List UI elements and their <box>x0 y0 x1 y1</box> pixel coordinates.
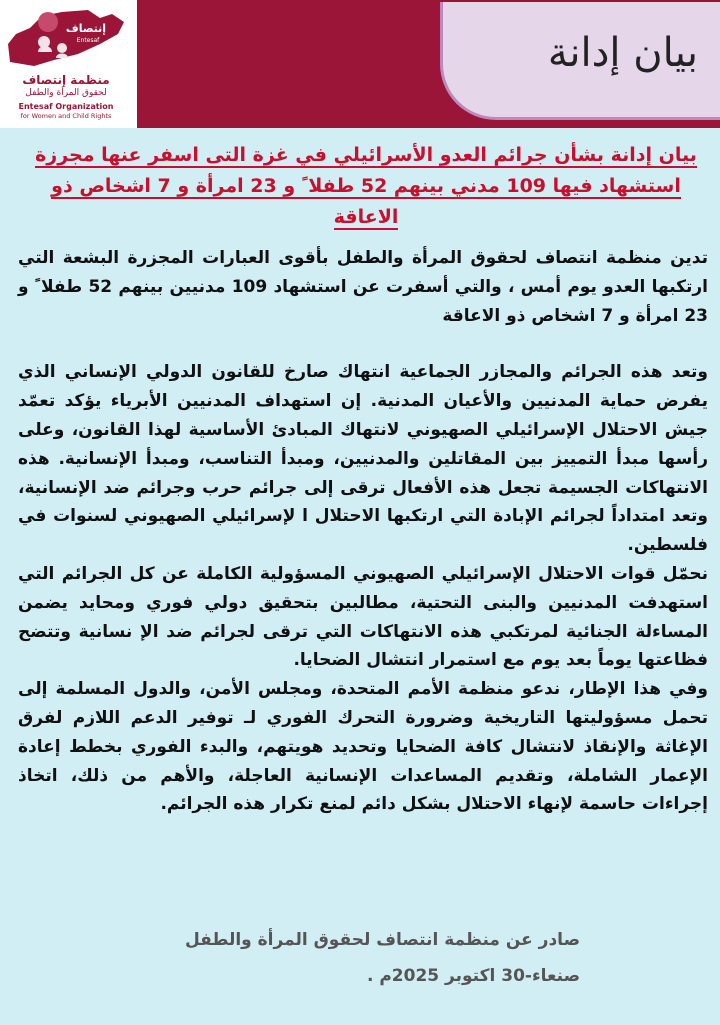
logo-name-en: Entesaf Organization <box>18 102 114 111</box>
headline-text: بيان إدانة بشأن جرائم العدو الأسرائيلي في غزة التى اسفر عنها مجرزة استشهاد فيها 109 مدني بينهم 52 طفلا ً و 23 امرأة و 7 اشخاص ذو الاعاقة <box>35 144 697 228</box>
page-title: بيان إدانة <box>547 30 698 76</box>
headline <box>30 140 702 233</box>
paragraph: وتعد هذه الجرائم والمجازر الجماعية انتهاك صارخ للقانون الدولي الإنساني الذي يفرض حماية المدنيين والأعيان المدنية. إن استهداف المدنيين الأبرياء يؤكد تعمّد جيش الاحتلال الإسرائيلي الصهيوني لانتهاك المبادئ الأساسية لهذا القانون، وعلى رأسها مبدأ التمييز بين المقاتلين والمدنيين، ومبدأ التناسب، ومبدأ الإنسانية. هذه الانتهاكات الجسيمة تجعل هذه الأفعال ترقى إلى جرائم حرب وجرائم ضد الإنسانية، وتعد امتداداً لجرائم الإبادة التي ارتكبها الاحتلال ا لإسرائيلي الصهيوني لسنوات في فلسطين. <box>18 362 708 556</box>
organization-logo <box>4 4 134 124</box>
paragraph: وفي هذا الإطار، ندعو منظمة الأمم المتحدة، ومجلس الأمن، والدول المسلمة إلى تحمل مسؤوليتها التاريخية وضرورة التحرك الفوري لـ توفير الدعم اللازم لفرق الإغاثة والإنقاذ لانتشال كافة الضحايا وتحديد هويتهم، والبدء الفوري بخطط إعادة الإعمار الشاملة، وتقديم المساعدات الإنسانية العاجلة، والأهم من ذلك، اتخاذ إجراءات حاسمة لإنهاء الاحتلال بشكل دائم لمنع تكرار هذه الجرائم. <box>18 679 708 815</box>
map-emblem-icon <box>4 4 134 76</box>
logo-badge-en: Entesaf <box>76 37 100 44</box>
logo-subtitle-ar: لحقوق المرأة والطفل <box>25 88 107 98</box>
logo-subtitle-en: for Women and Child Rights <box>20 112 112 120</box>
issuer-line: صادر عن منظمة انتصاف لحقوق المرأة والطفل <box>184 930 580 950</box>
date-line: صنعاء-30 اكتوبر 2025م . <box>366 966 580 986</box>
header <box>0 0 720 128</box>
footer <box>150 922 580 994</box>
statement-body <box>18 244 708 819</box>
logo-name-ar: منظمة إنتصاف <box>22 73 110 87</box>
title-tab <box>440 2 720 120</box>
paragraph: نحمّل قوات الاحتلال الإسرائيلي الصهيوني المسؤولية الكاملة عن كل الجرائم التي استهدفت المدنيين والبنى التحتية، مطالبين بتحقيق دولي فوري ومحايد يضمن المساءلة الجنائية لمرتكبي هذه الانتهاكات التي ترقى لجرائم ضد الإ نسانية وتتضح فظاعتها يوماً بعد يوم مع استمرار انتشال الضحايا. <box>18 563 708 671</box>
logo-badge: إنتصاف <box>65 22 107 35</box>
paragraph: تدين منظمة انتصاف لحقوق المرأة والطفل بأقوى العبارات المجزرة البشعة التي ارتكبها العدو يوم أمس ، والتي أسفرت عن استشهاد 109 مدنيين بينهم 52 طفلا ً و 23 امرأة و 7 اشخاص ذو الاعاقة <box>18 248 709 326</box>
